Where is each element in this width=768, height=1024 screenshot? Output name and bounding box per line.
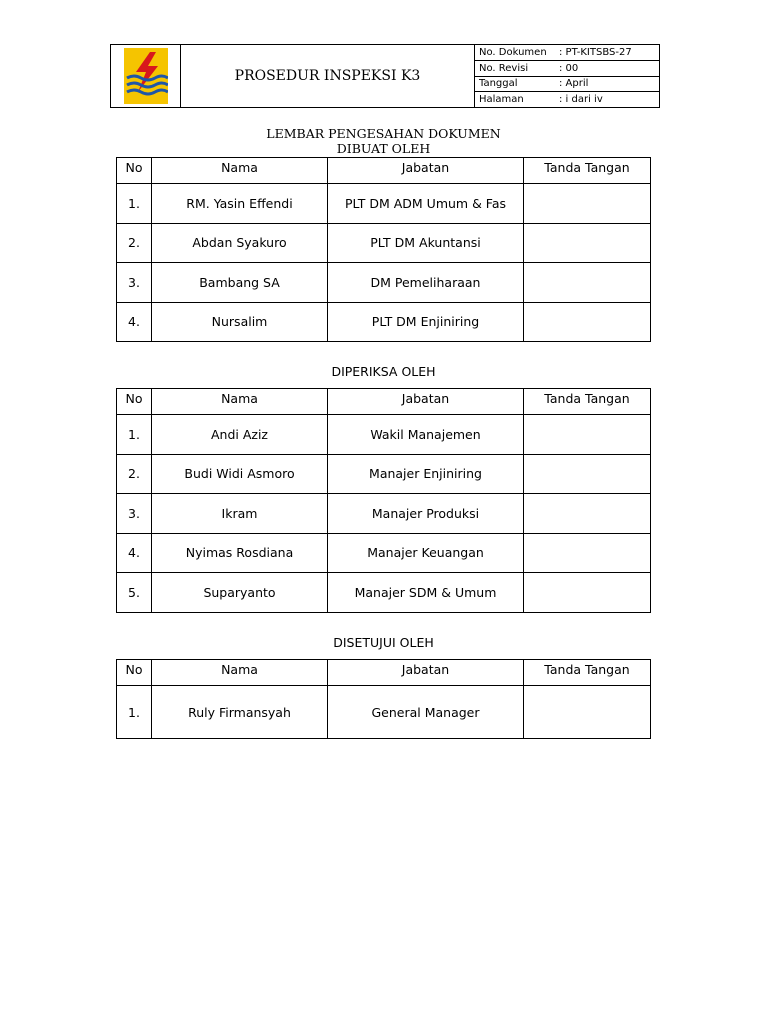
cell-signature: [524, 533, 651, 573]
table-row: [117, 494, 651, 534]
cell-no: 1.: [117, 184, 152, 224]
meta-value: : April: [559, 78, 589, 90]
cell-no: 2.: [117, 223, 152, 263]
cell-nama: RM. Yasin Effendi: [152, 184, 328, 224]
col-header-no: No: [117, 660, 152, 686]
col-header-no: No: [117, 389, 152, 415]
col-header-jabatan: Jabatan: [328, 158, 524, 184]
cell-jabatan: Manajer Produksi: [328, 494, 524, 534]
table-row: [117, 223, 651, 263]
col-header-tanda-tangan: Tanda Tangan: [524, 389, 651, 415]
cell-no: 1.: [117, 415, 152, 455]
cell-jabatan: Manajer Keuangan: [328, 533, 524, 573]
document-title: PROSEDUR INSPEKSI K3: [181, 45, 475, 107]
table-row: [117, 533, 651, 573]
table-row: [117, 454, 651, 494]
checked-by-title: DIPERIKSA OLEH: [331, 364, 436, 379]
table-header-row: [117, 389, 651, 415]
logo-cell: [111, 45, 181, 107]
cell-signature: [524, 415, 651, 455]
col-header-nama: Nama: [152, 158, 328, 184]
cell-no: 3.: [117, 263, 152, 303]
document-header: [110, 44, 660, 108]
cell-no: 2.: [117, 454, 152, 494]
cell-nama: Nyimas Rosdiana: [152, 533, 328, 573]
cell-jabatan: PLT DM Akuntansi: [328, 223, 524, 263]
meta-key: Halaman: [479, 94, 524, 106]
cell-no: 5.: [117, 573, 152, 613]
cell-jabatan: PLT DM ADM Umum & Fas: [328, 184, 524, 224]
cell-no: 4.: [117, 302, 152, 342]
cell-nama: Ikram: [152, 494, 328, 534]
cell-jabatan: Manajer Enjiniring: [328, 454, 524, 494]
col-header-tanda-tangan: Tanda Tangan: [524, 660, 651, 686]
approval-sheet-title: LEMBAR PENGESAHAN DOKUMEN: [266, 126, 501, 141]
cell-jabatan: General Manager: [328, 686, 524, 739]
cell-jabatan: Wakil Manajemen: [328, 415, 524, 455]
prepared-by-title: DIBUAT OLEH: [336, 141, 431, 156]
table-row: [117, 415, 651, 455]
cell-jabatan: PLT DM Enjiniring: [328, 302, 524, 342]
meta-row-page: [475, 92, 659, 107]
table-row: [117, 184, 651, 224]
cell-nama: Suparyanto: [152, 573, 328, 613]
document-meta: [475, 45, 659, 107]
cell-no: 4.: [117, 533, 152, 573]
table-row: [117, 302, 651, 342]
meta-key: Tanggal: [479, 78, 518, 90]
col-header-nama: Nama: [152, 389, 328, 415]
meta-key: No. Dokumen: [479, 46, 547, 58]
cell-no: 1.: [117, 686, 152, 739]
cell-signature: [524, 223, 651, 263]
meta-value: : PT-KITSBS-27: [559, 46, 632, 58]
meta-row-date: [475, 77, 659, 93]
cell-nama: Abdan Syakuro: [152, 223, 328, 263]
meta-row-doc-number: [475, 45, 659, 61]
cell-nama: Budi Widi Asmoro: [152, 454, 328, 494]
cell-signature: [524, 302, 651, 342]
cell-signature: [524, 494, 651, 534]
cell-nama: Nursalim: [152, 302, 328, 342]
meta-key: No. Revisi: [479, 62, 529, 74]
cell-nama: Ruly Firmansyah: [152, 686, 328, 739]
approved-by-title: DISETUJUI OLEH: [333, 635, 434, 650]
cell-signature: [524, 263, 651, 303]
meta-row-revision: [475, 61, 659, 77]
cell-signature: [524, 454, 651, 494]
col-header-tanda-tangan: Tanda Tangan: [524, 158, 651, 184]
table-header-row: [117, 158, 651, 184]
table-row: [117, 686, 651, 739]
meta-value: : 00: [559, 62, 579, 74]
prepared-by-table: [116, 157, 651, 342]
cell-no: 3.: [117, 494, 152, 534]
cell-signature: [524, 686, 651, 739]
cell-nama: Andi Aziz: [152, 415, 328, 455]
col-header-jabatan: Jabatan: [328, 660, 524, 686]
table-row: [117, 263, 651, 303]
cell-nama: Bambang SA: [152, 263, 328, 303]
cell-signature: [524, 184, 651, 224]
cell-signature: [524, 573, 651, 613]
col-header-no: No: [117, 158, 152, 184]
cell-jabatan: DM Pemeliharaan: [328, 263, 524, 303]
col-header-nama: Nama: [152, 660, 328, 686]
col-header-jabatan: Jabatan: [328, 389, 524, 415]
checked-by-table: [116, 388, 651, 613]
table-row: [117, 573, 651, 613]
approved-by-table: [116, 659, 651, 739]
company-logo-icon: [124, 48, 168, 104]
table-header-row: [117, 660, 651, 686]
meta-value: : i dari iv: [559, 94, 603, 106]
cell-jabatan: Manajer SDM & Umum: [328, 573, 524, 613]
